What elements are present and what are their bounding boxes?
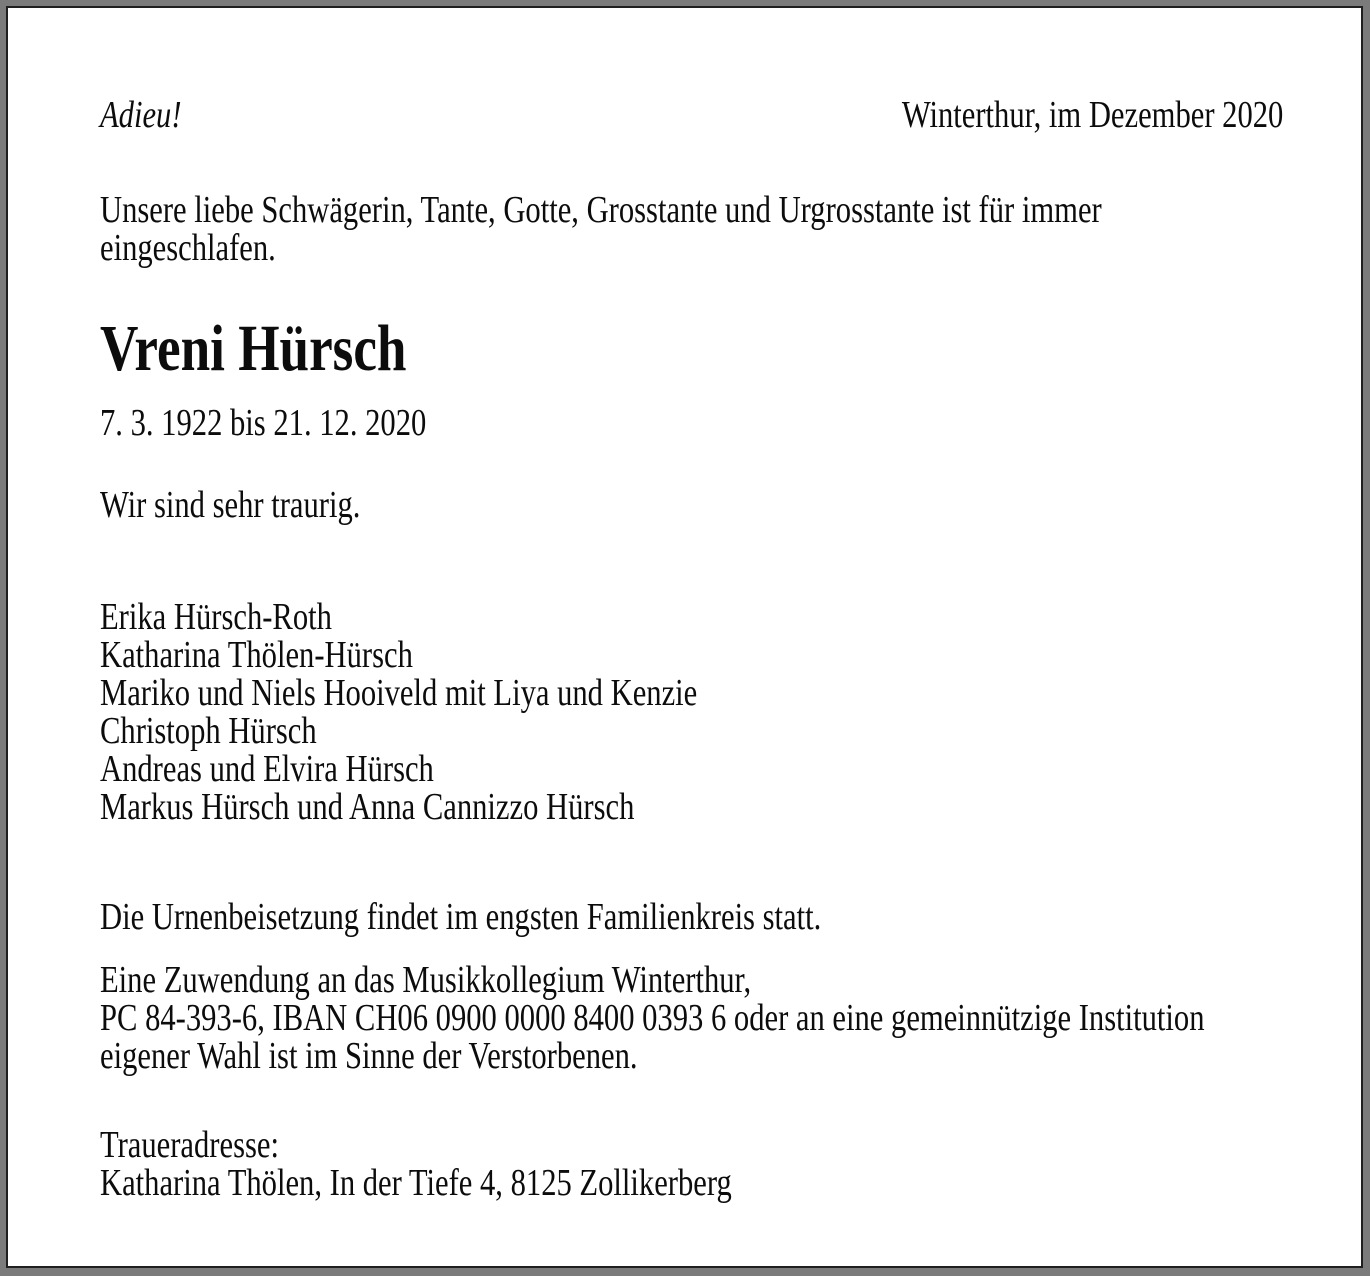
mourning-address-line: Katharina Thölen, In der Tiefe 4, 8125 Zollikerberg xyxy=(100,1162,732,1204)
grief-line: Wir sind sehr traurig. xyxy=(100,484,361,526)
mourner-name: Mariko und Niels Hooiveld mit Liya und Kenzie xyxy=(100,672,698,714)
obituary-card xyxy=(6,6,1363,1268)
mourner-name: Markus Hürsch und Anna Cannizzo Hürsch xyxy=(100,786,635,828)
deceased-name: Vreni Hürsch xyxy=(100,312,407,385)
mourner-name: Katharina Thölen-Hürsch xyxy=(100,634,413,676)
donation-notice xyxy=(100,961,1283,1075)
mourner-name: Erika Hürsch-Roth xyxy=(100,596,332,638)
burial-notice: Die Urnenbeisetzung findet im engsten Familienkreis statt. xyxy=(100,896,822,938)
donation-line: eigener Wahl ist im Sinne der Verstorbenen. xyxy=(100,1035,638,1077)
mourner-name: Andreas und Elvira Hürsch xyxy=(100,748,434,790)
donation-line: Eine Zuwendung an das Musikkollegium Winterthur, xyxy=(100,959,752,1001)
life-dates: 7. 3. 1922 bis 21. 12. 2020 xyxy=(100,402,427,444)
header-row xyxy=(100,96,1283,134)
obituary-content xyxy=(100,8,1283,1202)
intro-line: eingeschlafen. xyxy=(100,227,276,269)
mourners-list xyxy=(100,598,1283,826)
place-dateline: Winterthur, im Dezember 2020 xyxy=(901,94,1284,136)
intro-line: Unsere liebe Schwägerin, Tante, Gotte, Grosstante und Urgrosstante ist für immer xyxy=(100,189,1102,231)
donation-line: PC 84-393-6, IBAN CH06 0900 0000 8400 0393 6 oder an eine gemeinnützige Institution xyxy=(100,997,1205,1039)
mourning-address-label: Traueradresse: xyxy=(100,1124,279,1166)
intro-paragraph xyxy=(100,191,1251,267)
mourner-name: Christoph Hürsch xyxy=(100,710,317,752)
farewell-text: Adieu! xyxy=(100,94,182,136)
mourning-address xyxy=(100,1126,1283,1202)
